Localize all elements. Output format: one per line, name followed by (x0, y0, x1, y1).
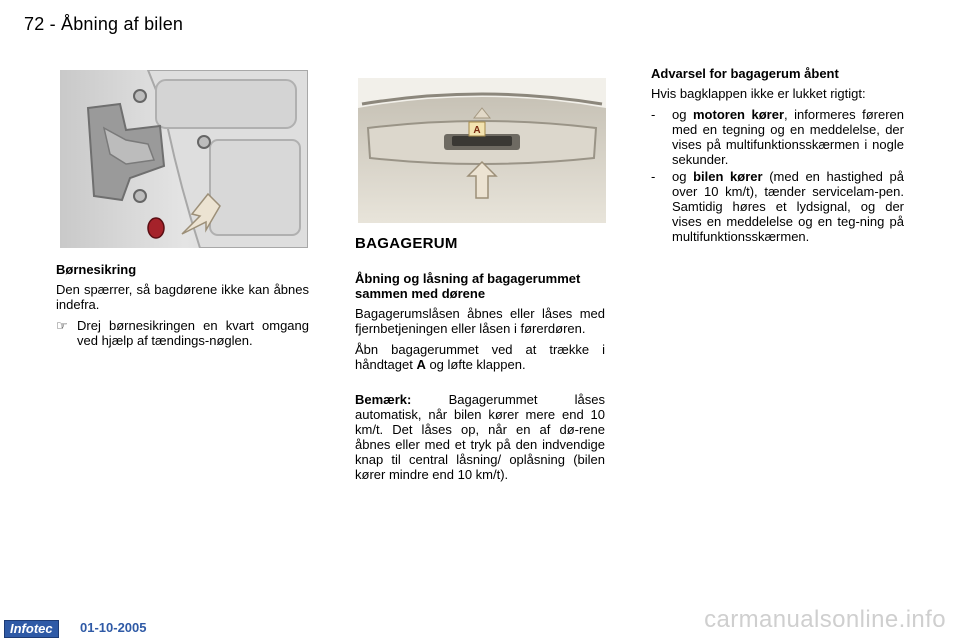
trunk-section (355, 236, 605, 488)
handle-label: A (416, 357, 426, 372)
warning-intro: Hvis bagklappen ikke er lukket rigtigt: (651, 86, 866, 101)
trunk-note (355, 392, 605, 482)
child-lock-list (56, 318, 309, 348)
child-lock-heading: Børnesikring (56, 262, 137, 277)
trunk-handle-illustration (358, 78, 606, 223)
infotec-logo: Infotec (4, 620, 59, 638)
footer-date: 01-10-2005 (80, 620, 147, 635)
list-marker: - (651, 107, 656, 122)
list-marker: - (651, 169, 656, 184)
trunk-para2: Åbn bagagerummet ved at trække i håndtaget A og løfte klappen. (355, 342, 605, 372)
warning-heading: Advarsel for bagagerum åbent (651, 66, 839, 81)
list-item: - og motoren kører, informeres føreren med en tegning og en meddelelse, der vises på multifunktionsskærmen i nogle sekunder. (651, 107, 904, 167)
list-item-text: Drej børnesikringen en kvart omgang ved hjælp af tændings-nøglen. (77, 318, 309, 348)
child-lock-illustration (60, 70, 308, 248)
watermark: carmanualsonline.info (704, 606, 946, 633)
note-text: Bagagerummet låses automatisk, når bilen kører mere end 10 km/t. Det låses op, når en af dø-rene åbnes eller med et tryk på den indvendige knap til central låsning/ oplåsning (bilen kører mindre end 10 km/t). (355, 392, 605, 482)
note-label: Bemærk: (355, 392, 412, 407)
trunk-warning-section (651, 66, 904, 246)
child-lock-section (56, 262, 309, 350)
warning-list (651, 107, 904, 244)
trunk-para1: Bagagerumslåsen åbnes eller låses med fjernbetjeningen eller låsen i førerdøren. (355, 306, 605, 336)
list-item: - og bilen kører (med en hastighed på over 10 km/t), tænder servicelam-pen. Samtidig høres et lydsignal, og der vises en meddelelse og en teg-ning på multifunktionsskærmen. (651, 169, 904, 244)
section-title: BAGAGERUM (355, 235, 458, 252)
hand-pointer-icon: ☞ (56, 318, 68, 333)
callout-a: A (473, 125, 481, 136)
page-title: 72 - Åbning af bilen (24, 14, 184, 34)
list-item (56, 318, 309, 348)
trunk-heading: Åbning og låsning af bagagerummet sammen med dørene (355, 271, 581, 301)
child-lock-text: Den spærrer, så bagdørene ikke kan åbnes indefra. (56, 282, 309, 312)
